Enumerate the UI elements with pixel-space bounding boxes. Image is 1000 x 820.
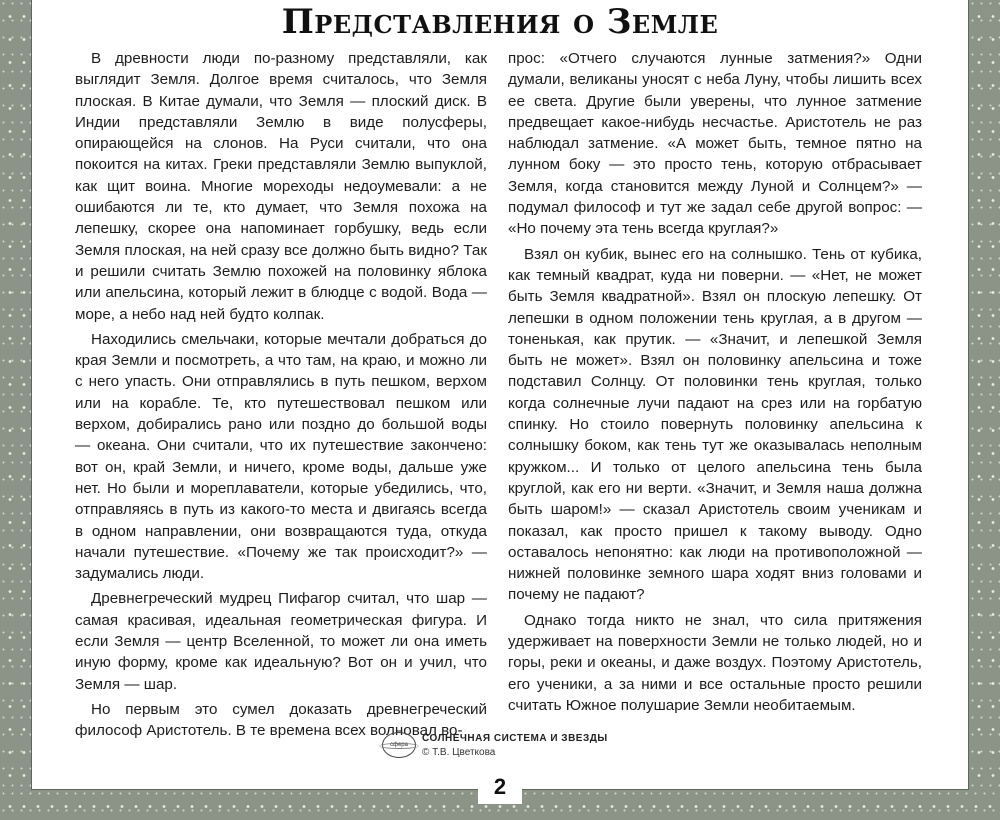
text-column-right: [508, 48, 922, 716]
paragraph-continuation: прос: «Отчего случаются лунные затмения?» Одни думали, великаны уносят с неба Луну, чтобы лишить всех ее света. Другие были уверены, что лунное затмение предвещает какое-нибудь несчастье. Аристотель не раз наблюдал затмение. «А может быть, темное пятно на лунном боку — это просто тень, которую отбрасывает Земля, когда становится между Луной и Солнцем?» — подумал философ и тут же задал себе другой вопрос: — «Но почему эта тень всегда круглая?»: [508, 50, 922, 238]
paragraph: Древнегреческий мудрец Пифагор считал, что шар — самая красивая, идеальная геометрическая фигура. И если Земля — центр Вселенной, то может ли она иметь иную форму, кроме как идеальную? Вот он и учил, что Земля — шар.: [75, 590, 487, 693]
series-title: СОЛНЕЧНАЯ СИСТЕМА И ЗВЕЗДЫ: [422, 732, 608, 744]
text-column-left: [75, 48, 487, 742]
decorative-border-left: [0, 0, 31, 820]
publisher-credit: [382, 727, 608, 763]
border-line: [968, 0, 969, 790]
paragraph: Находились смельчаки, которые мечтали добраться до края Земли и посмотреть, а что там, на краю, и можно ли с него упасть. Они отправлялись в путь пешком, верхом или на корабле. Те, кто путешествовал пешком или верхом, добирались рано или поздно до большой воды — океана. Они считали, что их путешествие закончено: вот он, край Земли, и ничего, кроме воды, дальше уже нет. Но были и мореплаватели, которые убедились, что, отправляясь в путь из какого-то места и двигаясь всегда в одном направлении, они возвращаются туда, откуда начали путешествие. «Почему же так происходит?» — задумались люди.: [75, 330, 487, 583]
paragraph: В древности люди по-разному представляли, как выглядит Земля. Долгое время считалось, что Земля плоская. В Китае думали, что Земля — плоский диск. В Индии представляли Землю в виде полусферы, опирающейся на слонов. На Руси считали, что она покоится на китах. Греки представляли Землю выпуклой, как щит воина. Многие мореходы недоумевали: а не ошибаются ли те, кто думает, что Земля похожа на лепешку, скорее она напоминает горбушку, ведь если Земля плоская, на ней сразу все должно быть видно? Так и решили считать Землю похожей на половинку яблока или апельсина, который лежит в блюдце с водой. Вода — море, а небо над ней будто колпак.: [75, 50, 487, 323]
credit-text: [422, 733, 608, 758]
logo-text: сфера: [390, 742, 408, 748]
decorative-border-right: [969, 0, 1000, 820]
page-number: 2: [493, 774, 507, 799]
border-line: [31, 0, 32, 790]
paragraph: Но первым это сумел доказать древнегреческий философ Аристотель. В те времена всех волновал во-: [75, 700, 487, 740]
author-credit: © Т.В. Цветкова: [422, 746, 496, 758]
paragraph: Взял он кубик, вынес его на солнышко. Тень от кубика, как темный квадрат, куда ни поверни. — «Нет, не может быть Земля квадратной». Взял он плоскую лепешку. От лепешки в одном положении тень круглая, а в другом — тоненькая, как прутик. — «Значит, и лепешкой Земля быть не может». Взял он половинку апельсина и тоже подставил Солнцу. От половинки тень круглая, только когда солнечные лучи падают на срез или на горбатую спинку. Но стоило повернуть половинку апельсина к солнышку боком, как тень тут же оказывалась неполным кружком... И только от целого апельсина тень была круглой, как его ни верти. «Значит, и Земля наша должна быть шаром!» — сказал Аристотель своим ученикам и показал, как просто пришел к такому выводу. Одно оставалось непонятно: как люди на противоположной — нижней половинке земного шара ходят вниз головами и почему не падают?: [508, 245, 922, 604]
paragraph: Однако тогда никто не знал, что сила притяжения удерживает на поверхности Земли не только людей, но и горы, реки и океаны, и даже воздух. Поэтому Аристотель, его ученики, а за ними и все остальные просто решили считать Южное полушарие Земли необитаемым.: [508, 611, 922, 714]
page-number-box: [478, 770, 522, 804]
publisher-logo-icon: [382, 732, 416, 758]
page-title: Представления о Земле: [281, 2, 719, 42]
